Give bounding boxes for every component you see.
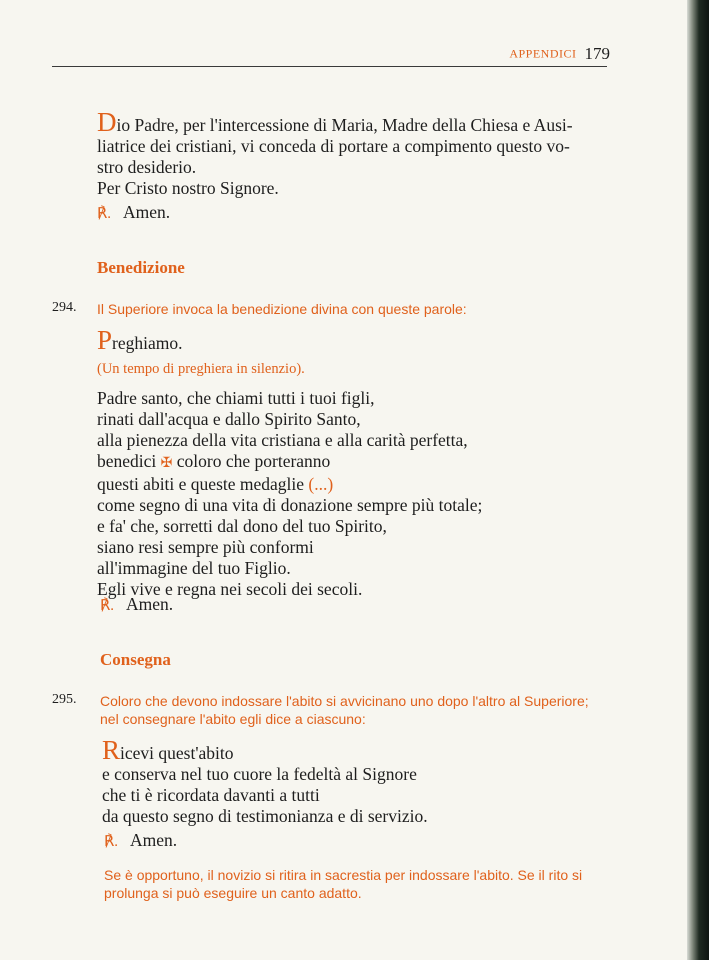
rubric-line: Se è opportuno, il novizio si ritira in sacrestia per indossare l'abito. Se il rito si — [104, 867, 583, 883]
section-heading-benedizione: Benedizione — [97, 258, 185, 277]
rubric-295 — [100, 692, 589, 728]
prayer-line: e fa' che, sorretti dal dono del tuo Spirito, — [97, 516, 387, 536]
delivery-formula — [102, 735, 428, 827]
response-amen — [97, 202, 170, 223]
drop-initial: D — [97, 107, 117, 137]
section-heading-consegna: Consegna — [100, 650, 171, 669]
prayer-line: all'immagine del tuo Figlio. — [97, 558, 291, 578]
closing-prayer — [97, 107, 573, 199]
prayer-line: stro desiderio. — [97, 157, 197, 177]
formula-first-line: Ricevi quest'abito — [102, 735, 234, 765]
prayer-first-line: Dio Padre, per l'intercessione di Maria, Madre della Chiesa e Ausi- — [97, 107, 573, 137]
drop-initial: R — [102, 735, 121, 765]
blessing-prayer — [97, 388, 482, 600]
prayer-line: come segno di una vita di donazione sempre più totale; — [97, 495, 483, 515]
page-number: 179 — [584, 44, 610, 63]
formula-line: e conserva nel tuo cuore la fedeltà al Signore — [102, 764, 417, 784]
prayer-line: alla pienezza della vita cristiana e alla carità perfetta, — [97, 430, 468, 450]
blessing-cross-icon: ✠ — [160, 456, 173, 471]
running-header — [470, 44, 610, 64]
response-symbol: ℟. — [97, 206, 112, 222]
item-number-295: 295. — [52, 692, 77, 707]
response-amen — [104, 830, 177, 851]
item-number-294: 294. — [52, 300, 77, 315]
prayer-line: Padre santo, che chiami tutti i tuoi figli, — [97, 388, 375, 408]
formula-line: che ti è ricordata davanti a tutti — [102, 785, 320, 805]
silence-note: (Un tempo di preghiera in silenzio). — [97, 361, 305, 377]
prayer-invitation: Preghiamo. — [97, 325, 183, 355]
response-amen — [100, 594, 173, 615]
rubric-294: Il Superiore invoca la benedizione divina con queste parole: — [97, 301, 467, 317]
prayer-line-blessing: benedici ✠ coloro che porteranno — [97, 451, 331, 471]
rubric-line: Coloro che devono indossare l'abito si avvicinano uno dopo l'altro al Superiore; — [100, 693, 589, 709]
prayer-line: rinati dall'acqua e dallo Spirito Santo, — [97, 409, 361, 429]
prayer-line: liatrice dei cristiani, vi conceda di portare a compimento questo vo- — [97, 136, 570, 156]
response-symbol: ℟. — [104, 834, 119, 850]
header-rule — [52, 66, 607, 67]
prayer-line: Egli vive e regna nei secoli dei secoli. — [97, 579, 363, 599]
prayer-line: siano resi sempre più conformi — [97, 537, 314, 557]
prayer-line: Per Cristo nostro Signore. — [97, 178, 279, 198]
prayer-line-habits: questi abiti e queste medaglie (...) — [97, 474, 334, 494]
rubric-line: prolunga si può eseguire un canto adatto. — [104, 885, 362, 901]
response-symbol: ℟. — [100, 598, 115, 614]
response-text: Amen. — [126, 594, 174, 614]
running-header-section: APPENDICI — [509, 46, 577, 61]
ellipsis-note: (...) — [308, 474, 334, 494]
response-text: Amen. — [123, 202, 171, 222]
drop-initial: P — [97, 325, 113, 355]
rubric-line: nel consegnare l'abito egli dice a ciascuno: — [100, 711, 366, 727]
formula-line: da questo segno di testimonianza e di servizio. — [102, 806, 428, 826]
book-spine-edge — [687, 0, 709, 960]
closing-rubric — [104, 866, 582, 902]
response-text: Amen. — [130, 830, 178, 850]
